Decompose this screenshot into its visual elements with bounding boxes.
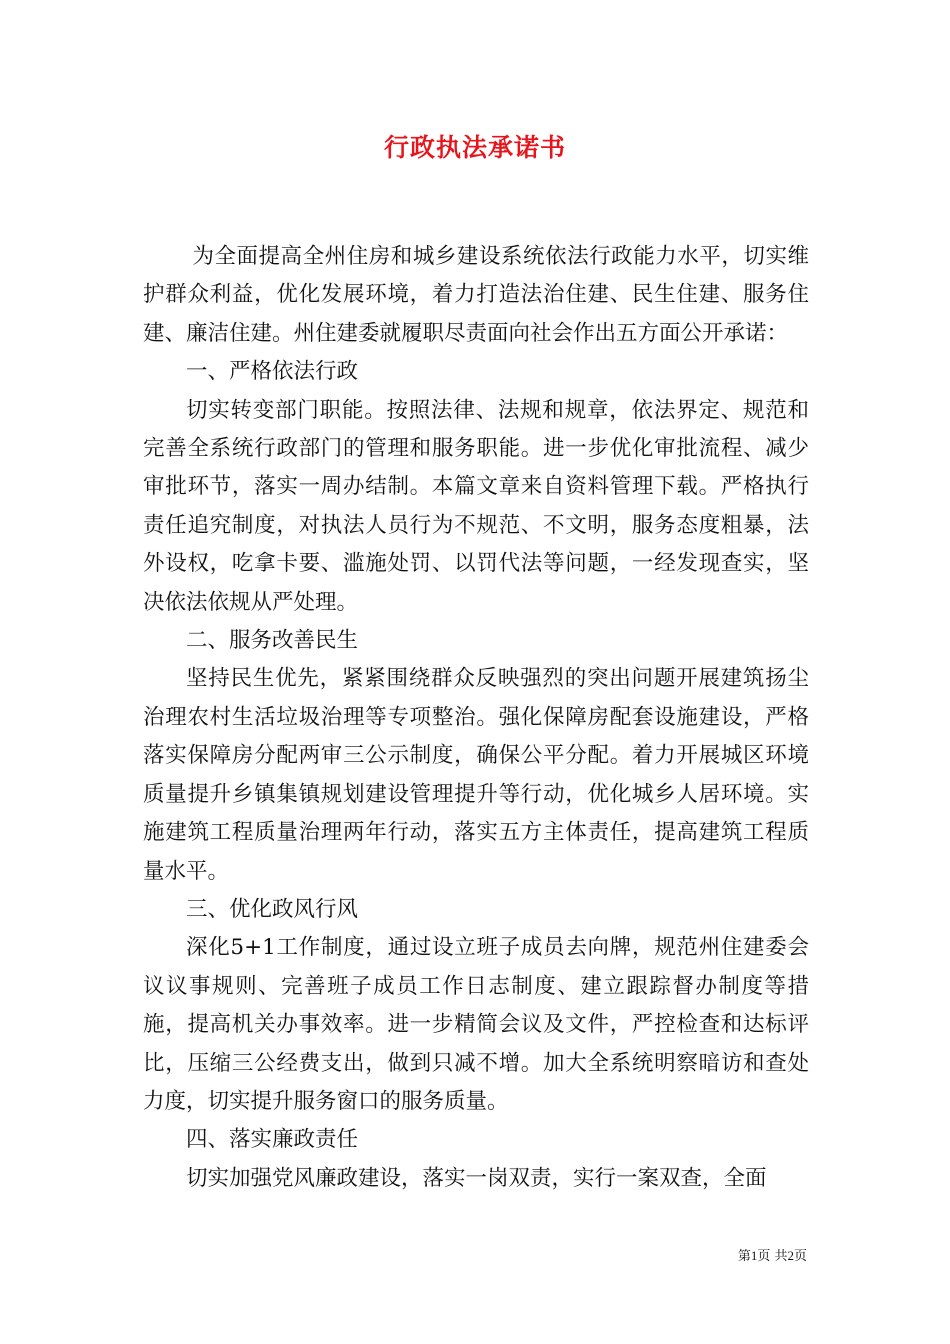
footer-prefix: 第 <box>737 1249 751 1264</box>
document-title: 行政执法承诺书 <box>383 133 566 162</box>
page-number-footer <box>738 1247 807 1266</box>
footer-suffix: 页 <box>793 1249 807 1264</box>
section-paragraph-1: 切实转变部门职能。按照法律、法规和规章，依法界定、规范和完善全系统行政部门的管理和服务职能。进一步优化审批流程、减少审批环节，落实一周办结制。本篇文章来自资料管理下载。严格执行责任追究制度，对执法人员行为不规范、不文明，服务态度粗暴，法外设权，吃拿卡要、滥施处罚、以罚代法等问题，一经发现查实，坚决依法依规从严处理。 <box>143 397 809 615</box>
section-paragraph-4: 切实加强党风廉政建设，落实一岗双责，实行一案双查，全面 <box>186 1165 767 1191</box>
intro-paragraph: 为全面提高全州住房和城乡建设系统依法行政能力水平，切实维护群众利益，优化发展环境，着力打造法治住建、民生住建、服务住建、廉洁住建。州住建委就履职尽责面向社会作出五方面公开承诺： <box>143 244 809 346</box>
section-paragraph-3: 深化5+1工作制度，通过设立班子成员去向牌，规范州住建委会议议事规则、完善班子成员工作日志制度、建立跟踪督办制度等措施，提高机关办事效率。进一步精简会议及文件，严控检查和达标评比，压缩三公经费支出，做到只减不增。加大全系统明察暗访和查处力度，切实提升服务窗口的服务质量。 <box>143 935 809 1114</box>
section-heading-2: 二、服务改善民生 <box>186 628 359 654</box>
section-heading-1: 一、严格依法行政 <box>186 359 359 385</box>
current-page-number: 1 <box>750 1248 758 1263</box>
footer-middle: 页 共 <box>757 1249 788 1264</box>
total-pages-number: 2 <box>787 1248 794 1263</box>
section-heading-3: 三、优化政风行风 <box>186 896 359 922</box>
section-heading-4: 四、落实廉政责任 <box>186 1127 359 1153</box>
document-body <box>143 238 809 1198</box>
section-paragraph-2: 坚持民生优先，紧紧围绕群众反映强烈的突出问题开展建筑扬尘治理农村生活垃圾治理等专项整治。强化保障房配套设施建设，严格落实保障房分配两审三公示制度，确保公平分配。着力开展城区环境质量提升乡镇集镇规划建设管理提升等行动，优化城乡人居环境。实施建筑工程质量治理两年行动，落实五方主体责任，提高建筑工程质量水平。 <box>143 666 809 884</box>
